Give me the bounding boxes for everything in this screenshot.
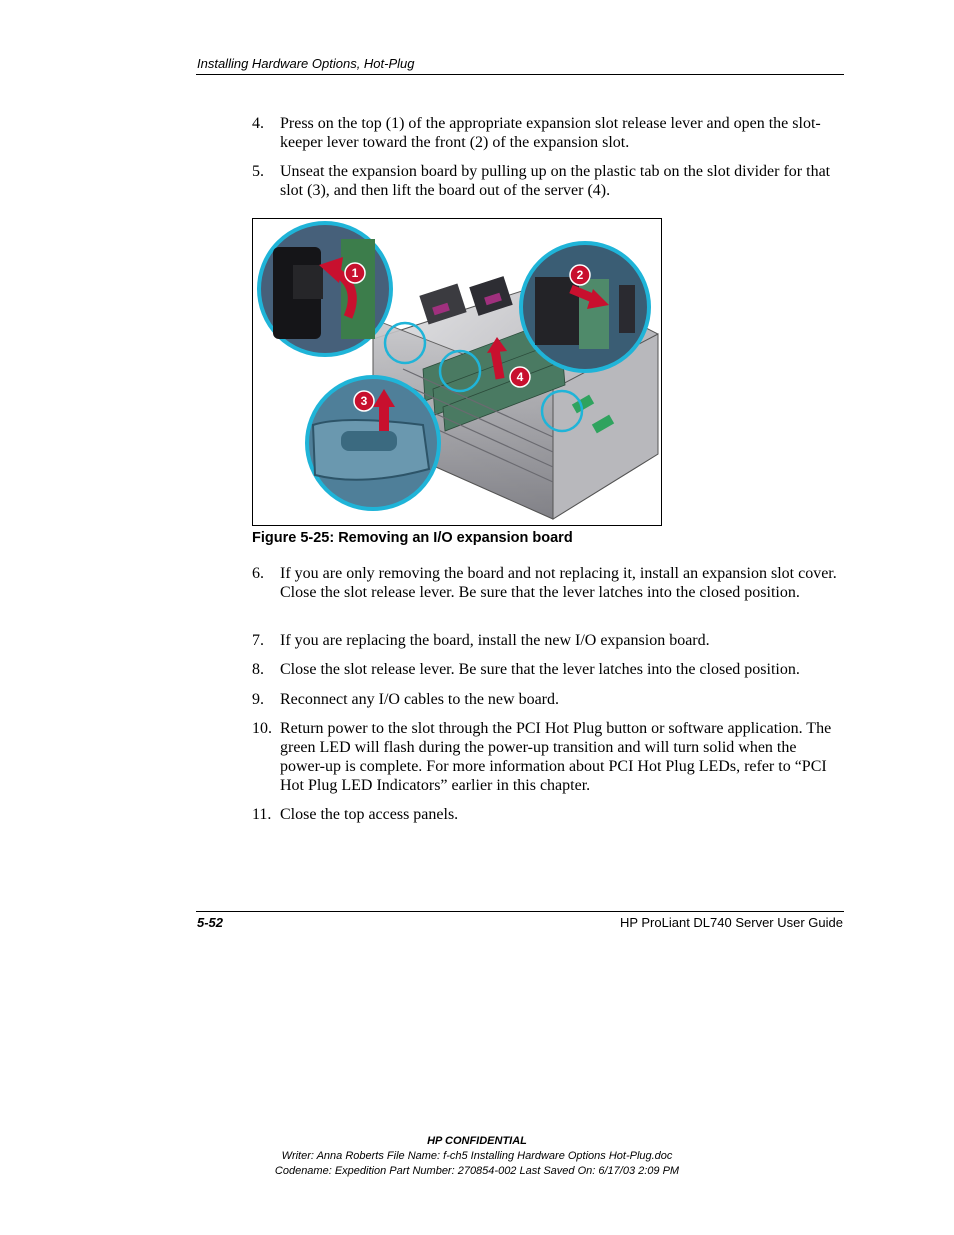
callout-4-label: 4 xyxy=(516,370,524,384)
callout-2-label: 2 xyxy=(576,268,584,282)
callout-1-label: 1 xyxy=(351,266,359,280)
page-number: 5-52 xyxy=(197,915,224,930)
confidential-line-2: Codename: Expedition Part Number: 270854-002 Last Saved On: 6/17/03 2:09 PM xyxy=(274,1165,680,1177)
step-number: 5. xyxy=(252,163,264,180)
step-text: Reconnect any I/O cables to the new board. xyxy=(280,691,560,708)
doc-title: HP ProLiant DL740 Server User Guide xyxy=(619,915,843,930)
step-number: 4. xyxy=(252,115,264,132)
running-header: Installing Hardware Options, Hot-Plug xyxy=(197,56,415,71)
step-text: Press on the top (1) of the appropriate expansion slot release lever and open the slot-keeper lever toward the front (2) of the expansion slot. xyxy=(280,115,821,151)
step-number: 8. xyxy=(252,661,264,678)
zoom-detail-2 xyxy=(521,243,649,371)
confidential-line-1: Writer: Anna Roberts File Name: f-ch5 Installing Hardware Options Hot-Plug.doc xyxy=(281,1150,673,1162)
confidential-label: HP CONFIDENTIAL xyxy=(427,1135,527,1147)
zoom-detail-1 xyxy=(259,223,391,355)
step-number: 6. xyxy=(252,565,264,582)
header-rule xyxy=(196,74,844,75)
callout-3-label: 3 xyxy=(360,394,368,408)
server-illustration xyxy=(253,219,661,525)
footer-rule xyxy=(196,911,844,912)
step-text: Close the slot release lever. Be sure that the lever latches into the closed position. xyxy=(280,661,800,678)
step-number: 10. xyxy=(252,720,272,737)
step-text: Return power to the slot through the PCI Hot Plug button or software application. The green LED will flash during the power-up transition and will turn solid when the power-up is complete. For more information about PCI Hot Plug LEDs, refer to “PCI Hot Plug LED Indicators” earlier in this chapter. xyxy=(280,720,832,794)
step-text: If you are only removing the board and not replacing it, install an expansion slot cover. Close the slot release lever. Be sure that the lever latches into the closed position. xyxy=(280,565,837,601)
step-text: Unseat the expansion board by pulling up on the plastic tab on the slot divider for that slot (3), and then lift the board out of the server (4). xyxy=(280,163,831,199)
step-number: 9. xyxy=(252,691,264,708)
step-text: If you are replacing the board, install the new I/O expansion board. xyxy=(280,632,710,649)
figure-illustration xyxy=(252,218,662,526)
step-number: 11. xyxy=(252,806,272,823)
step-number: 7. xyxy=(252,632,264,649)
step-text: Close the top access panels. xyxy=(280,806,459,823)
figure-caption: Figure 5-25: Removing an I/O expansion board xyxy=(252,530,573,546)
